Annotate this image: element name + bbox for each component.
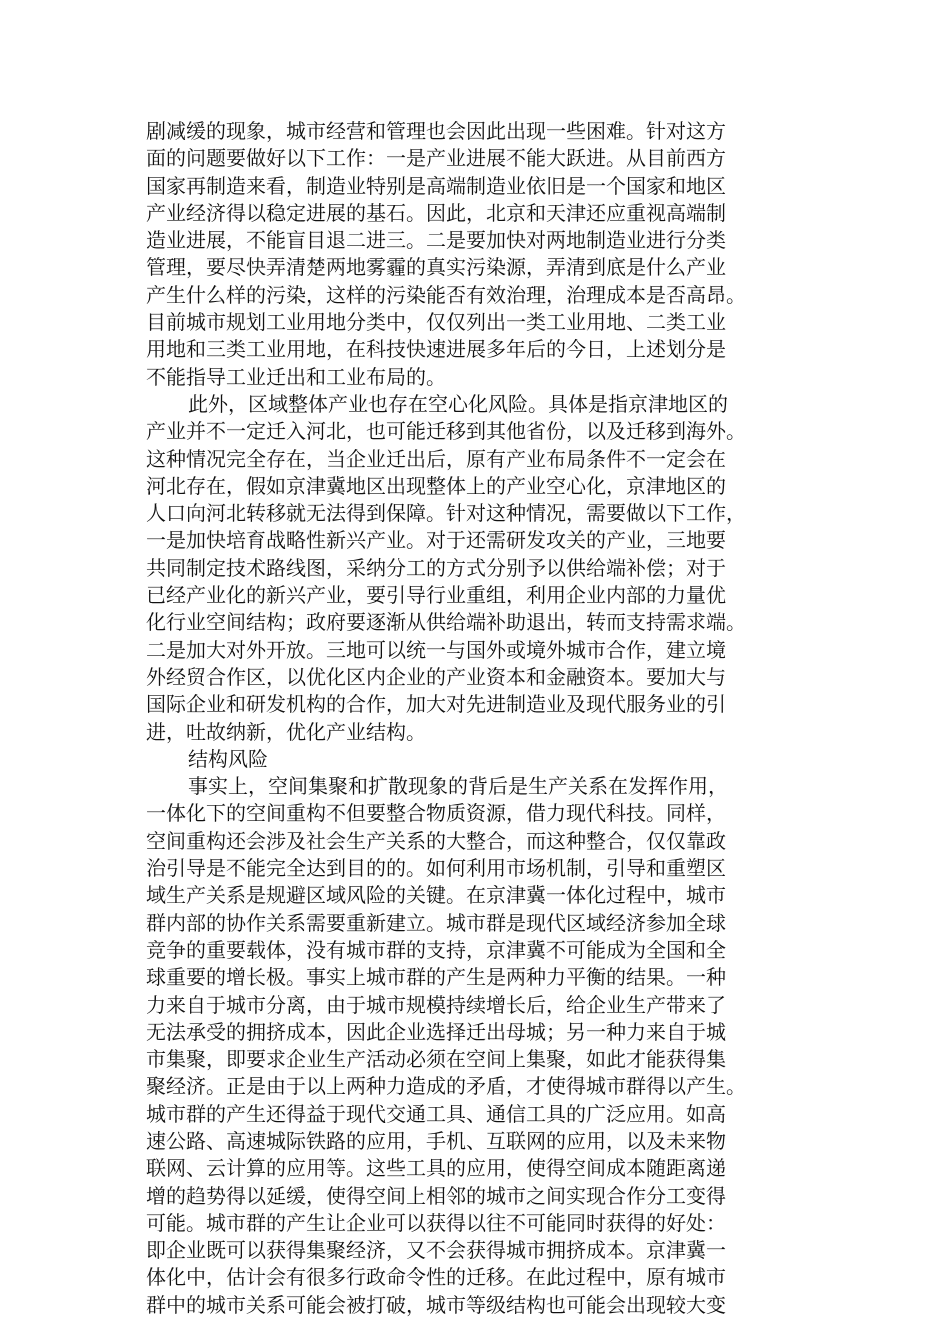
text-line: 产业经济得以稳定进展的基石。因此，北京和天津还应重视高端制 xyxy=(146,200,726,225)
text-line: 造业进展，不能盲目退二进三。二是要加快对两地制造业进行分类 xyxy=(146,228,726,253)
text-line: 产生什么样的污染，这样的污染能否有效治理，治理成本是否高昂。 xyxy=(146,282,746,307)
text-line: 目前城市规划工业用地分类中，仅仅列出一类工业用地、二类工业 xyxy=(146,310,726,335)
text-line: 河北存在，假如京津冀地区出现整体上的产业空心化，京津地区的 xyxy=(146,473,726,498)
text-line: 共同制定技术路线图，采纳分工的方式分别予以供给端补偿；对于 xyxy=(146,555,726,580)
text-line: 群内部的协作关系需要重新建立。城市群是现代区域经济参加全球 xyxy=(146,910,726,935)
text-line: 管理，要尽快弄清楚两地雾霾的真实污染源，弄清到底是什么产业 xyxy=(146,255,726,280)
text-line: 人口向河北转移就无法得到保障。针对这种情况，需要做以下工作， xyxy=(146,501,746,526)
document-body xyxy=(146,118,806,1319)
text-line: 联网、云计算的应用等。这些工具的应用，使得空间成本随距离递 xyxy=(146,1156,726,1181)
text-line: 力来自于城市分离，由于城市规模持续增长后，给企业生产带来了 xyxy=(146,992,726,1017)
text-line: 结构风险 xyxy=(188,746,268,771)
text-line: 无法承受的拥挤成本，因此企业选择迁出母城；另一种力来自于城 xyxy=(146,1019,726,1044)
text-line: 此外，区域整体产业也存在空心化风险。具体是指京津地区的 xyxy=(188,391,728,416)
text-line: 体化中，估计会有很多行政命令性的迁移。在此过程中，原有城市 xyxy=(146,1265,726,1290)
text-line: 治引导是不能完全达到目的的。如何利用市场机制，引导和重塑区 xyxy=(146,856,726,881)
text-line: 球重要的增长极。事实上城市群的产生是两种力平衡的结果。一种 xyxy=(146,965,726,990)
text-line: 国际企业和研发机构的合作，加大对先进制造业及现代服务业的引 xyxy=(146,692,726,717)
text-line: 域生产关系是规避区域风险的关键。在京津冀一体化过程中，城市 xyxy=(146,883,726,908)
text-line: 一体化下的空间重构不但要整合物质资源，借力现代科技。同样， xyxy=(146,801,726,826)
text-line: 化行业空间结构；政府要逐渐从供给端补助退出，转而支持需求端。 xyxy=(146,610,746,635)
text-line: 即企业既可以获得集聚经济，又不会获得城市拥挤成本。京津冀一 xyxy=(146,1238,726,1263)
text-line: 事实上，空间集聚和扩散现象的背后是生产关系在发挥作用， xyxy=(188,774,728,799)
text-line: 二是加大对外开放。三地可以统一与国外或境外城市合作，建立境 xyxy=(146,637,726,662)
text-line: 增的趋势得以延缓，使得空间上相邻的城市之间实现合作分工变得 xyxy=(146,1183,726,1208)
text-line: 竞争的重要载体，没有城市群的支持，京津冀不可能成为全国和全 xyxy=(146,937,726,962)
text-line: 产业并不一定迁入河北，也可能迁移到其他省份，以及迁移到海外。 xyxy=(146,419,746,444)
text-line: 群中的城市关系可能会被打破，城市等级结构也可能会出现较大变 xyxy=(146,1292,726,1317)
text-line: 剧减缓的现象，城市经营和管理也会因此出现一些困难。针对这方 xyxy=(146,119,726,143)
text-line: 已经产业化的新兴产业，要引导行业重组，利用企业内部的力量优 xyxy=(146,583,726,608)
text-line: 面的问题要做好以下工作：一是产业进展不能大跃进。从目前西方 xyxy=(146,146,726,171)
text-line: 速公路、高速城际铁路的应用，手机、互联网的应用，以及未来物 xyxy=(146,1128,726,1153)
text-line: 这种情况完全存在，当企业迁出后，原有产业布局条件不一定会在 xyxy=(146,446,726,471)
text-line: 可能。城市群的产生让企业可以获得以往不可能同时获得的好处： xyxy=(146,1210,726,1235)
text-line: 市集聚，即要求企业生产活动必须在空间上集聚，如此才能获得集 xyxy=(146,1047,726,1072)
text-line: 空间重构还会涉及社会生产关系的大整合，而这种整合，仅仅靠政 xyxy=(146,828,726,853)
text-line: 不能指导工业迁出和工业布局的。 xyxy=(146,364,446,389)
text-line: 进，吐故纳新，优化产业结构。 xyxy=(146,719,426,744)
text-line: 用地和三类工业用地，在科技快速进展多年后的今日，上述划分是 xyxy=(146,337,726,362)
text-line: 一是加快培育战略性新兴产业。对于还需研发攻关的产业，三地要 xyxy=(146,528,726,553)
text-line: 外经贸合作区，以优化区内企业的产业资本和金融资本。要加大与 xyxy=(146,664,726,689)
text-line: 城市群的产生还得益于现代交通工具、通信工具的广泛应用。如高 xyxy=(146,1101,726,1126)
text-line: 国家再制造来看，制造业特别是高端制造业依旧是一个国家和地区 xyxy=(146,173,726,198)
text-line: 聚经济。正是由于以上两种力造成的矛盾，才使得城市群得以产生。 xyxy=(146,1074,746,1099)
